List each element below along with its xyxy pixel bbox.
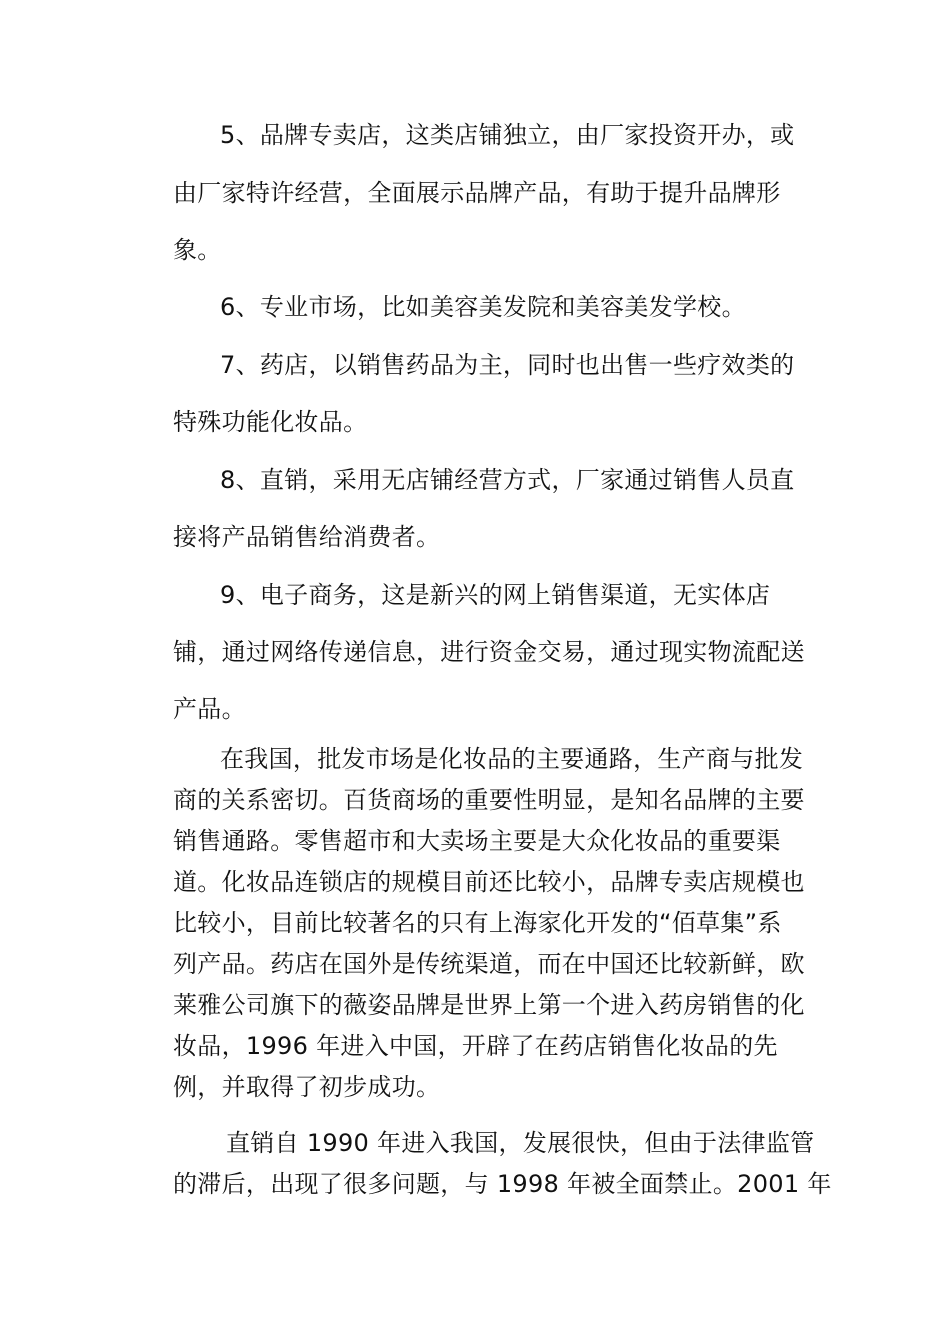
text-line: 6、专业市场，比如美容美发院和美容美发学校。 (220, 293, 746, 321)
text-line: 妆品，1996 年进入中国，开辟了在药店销售化妆品的先 (173, 1032, 778, 1060)
text-line: 9、电子商务，这是新兴的网上销售渠道，无实体店 (220, 581, 771, 609)
text-line: 铺，通过网络传递信息，进行资金交易，通过现实物流配送 (173, 638, 805, 666)
text-line: 莱雅公司旗下的薇姿品牌是世界上第一个进入药房销售的化 (173, 991, 805, 1019)
text-line: 列产品。药店在国外是传统渠道，而在中国还比较新鲜，欧 (173, 950, 805, 978)
text-line: 的滞后，出现了很多问题，与 1998 年被全面禁止。2001 年 (173, 1170, 832, 1198)
text-line: 商的关系密切。百货商场的重要性明显，是知名品牌的主要 (173, 786, 805, 814)
text-line: 在我国，批发市场是化妆品的主要通路，生产商与批发 (220, 745, 804, 773)
text-line: 7、药店，以销售药品为主，同时也出售一些疗效类的 (220, 351, 795, 379)
text-line: 特殊功能化妆品。 (173, 408, 368, 436)
text-line: 象。 (173, 236, 222, 264)
text-line: 比较小，目前比较著名的只有上海家化开发的“佰草集”系 (173, 909, 782, 937)
text-line: 直销自 1990 年进入我国，发展很快，但由于法律监管 (226, 1129, 815, 1157)
text-line: 由厂家特许经营，全面展示品牌产品，有助于提升品牌形 (173, 179, 781, 207)
text-line: 8、直销，采用无店铺经营方式，厂家通过销售人员直 (220, 466, 795, 494)
text-line: 接将产品销售给消费者。 (173, 523, 441, 551)
text-line: 道。化妆品连锁店的规模目前还比较小，品牌专卖店规模也 (173, 868, 805, 896)
text-line: 产品。 (173, 695, 246, 723)
text-line: 例，并取得了初步成功。 (173, 1073, 441, 1101)
text-line: 5、品牌专卖店，这类店铺独立，由厂家投资开办，或 (220, 121, 795, 149)
text-line: 销售通路。零售超市和大卖场主要是大众化妆品的重要渠 (173, 827, 781, 855)
